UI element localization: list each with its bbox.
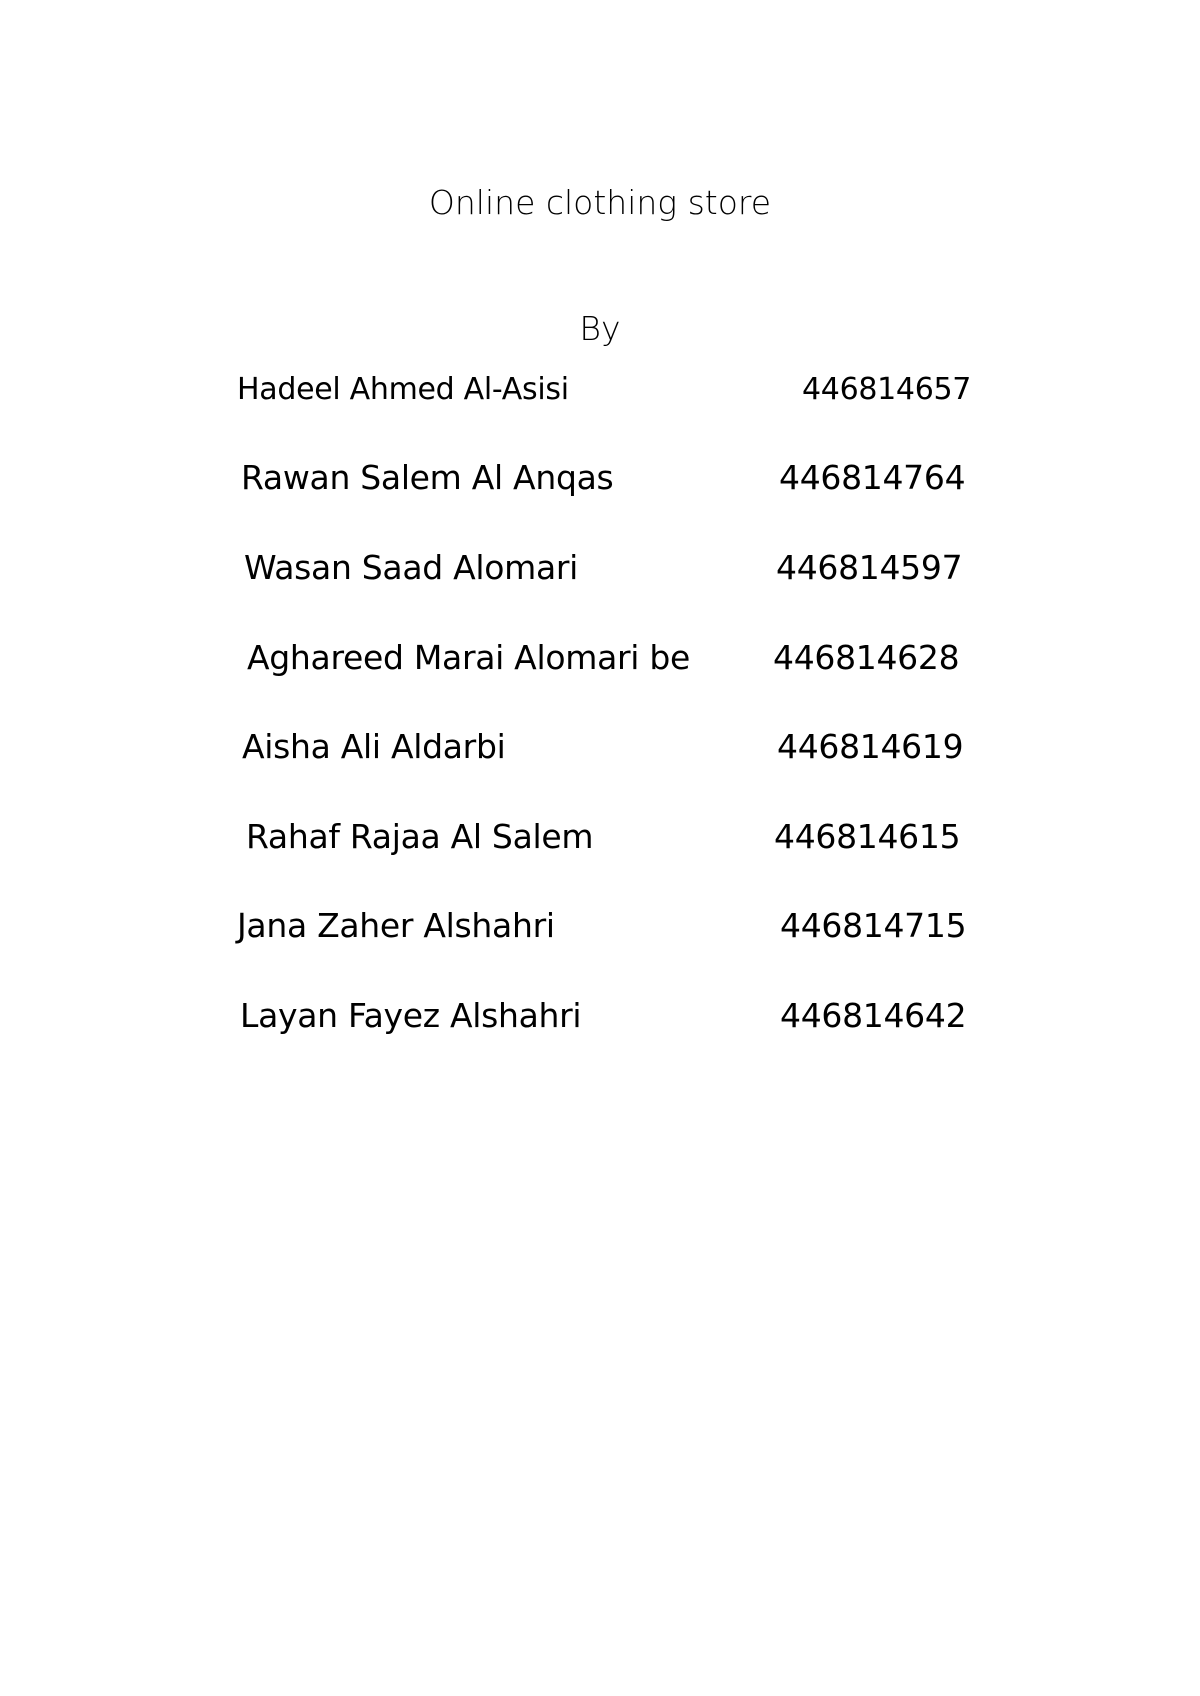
member-row bbox=[0, 638, 1200, 688]
member-name: Aghareed Marai Alomari be bbox=[247, 638, 690, 677]
member-id: 446814657 bbox=[802, 372, 972, 407]
member-id: 446814715 bbox=[780, 906, 967, 945]
member-row bbox=[0, 548, 1200, 598]
document-title: Online clothing store bbox=[428, 183, 772, 222]
member-id: 446814628 bbox=[773, 638, 960, 677]
member-row bbox=[0, 372, 1200, 422]
member-row bbox=[0, 727, 1200, 777]
member-name: Wasan Saad Alomari bbox=[244, 548, 579, 587]
member-name: Rawan Salem Al Anqas bbox=[241, 458, 614, 497]
member-id: 446814615 bbox=[774, 817, 961, 856]
member-row bbox=[0, 817, 1200, 867]
member-name: Rahaf Rajaa Al Salem bbox=[246, 817, 594, 856]
member-row bbox=[0, 906, 1200, 956]
member-name: Hadeel Ahmed Al-Asisi bbox=[237, 372, 569, 407]
member-id: 446814764 bbox=[779, 458, 966, 497]
member-id: 446814642 bbox=[780, 996, 967, 1035]
member-row bbox=[0, 996, 1200, 1046]
member-name: Aisha Ali Aldarbi bbox=[242, 727, 506, 766]
member-id: 446814619 bbox=[777, 727, 964, 766]
member-id: 446814597 bbox=[776, 548, 963, 587]
member-row bbox=[0, 458, 1200, 508]
by-label: By bbox=[579, 309, 621, 348]
member-name: Jana Zaher Alshahri bbox=[237, 906, 555, 945]
member-name: Layan Fayez Alshahri bbox=[240, 996, 582, 1035]
